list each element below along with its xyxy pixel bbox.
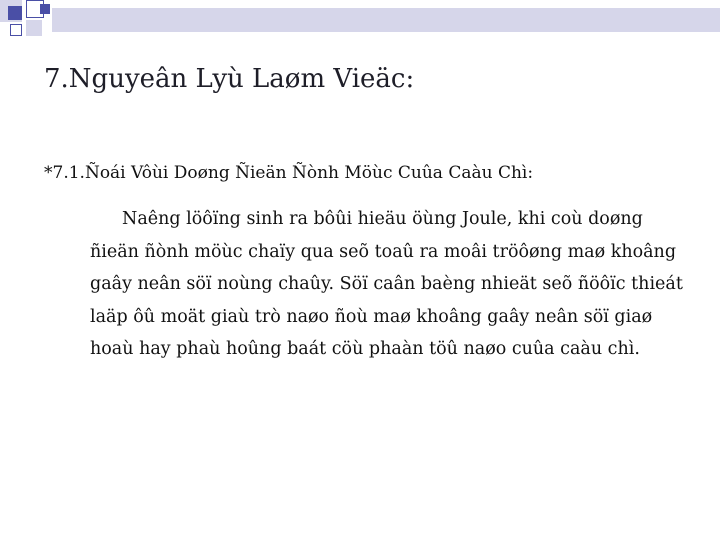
deco-square-blue-1 xyxy=(8,6,22,20)
section-heading: *7.1.Ñoái Vôùi Doøng Ñieän Ñònh Möùc Cuûa Caàu Chì: xyxy=(44,163,534,183)
header-decoration xyxy=(0,0,720,40)
deco-square-outline-2 xyxy=(10,24,22,36)
deco-square-blue-2 xyxy=(40,4,50,14)
slide-title: 7.Nguyeân Lyù Laøm Vieäc: xyxy=(44,64,415,94)
body-paragraph: Naêng löôïng sinh ra bôûi hieäu öùng Joule, khi coù doøng ñieän ñònh möùc chaïy qua seõ toaû ra moâi tröôøng maø khoâng gaây neân söï noùng chaûy. Söï caân baèng nhieät seõ ñöôïc thieát laäp ôû moät giaù trò naøo ñoù maø khoâng gaây neân söï giaø hoaù hay phaù hoûng baát cöù phaàn töû naøo cuûa caàu chì. xyxy=(90,209,683,359)
header-bar xyxy=(52,8,720,32)
deco-square-light-2 xyxy=(26,20,42,36)
